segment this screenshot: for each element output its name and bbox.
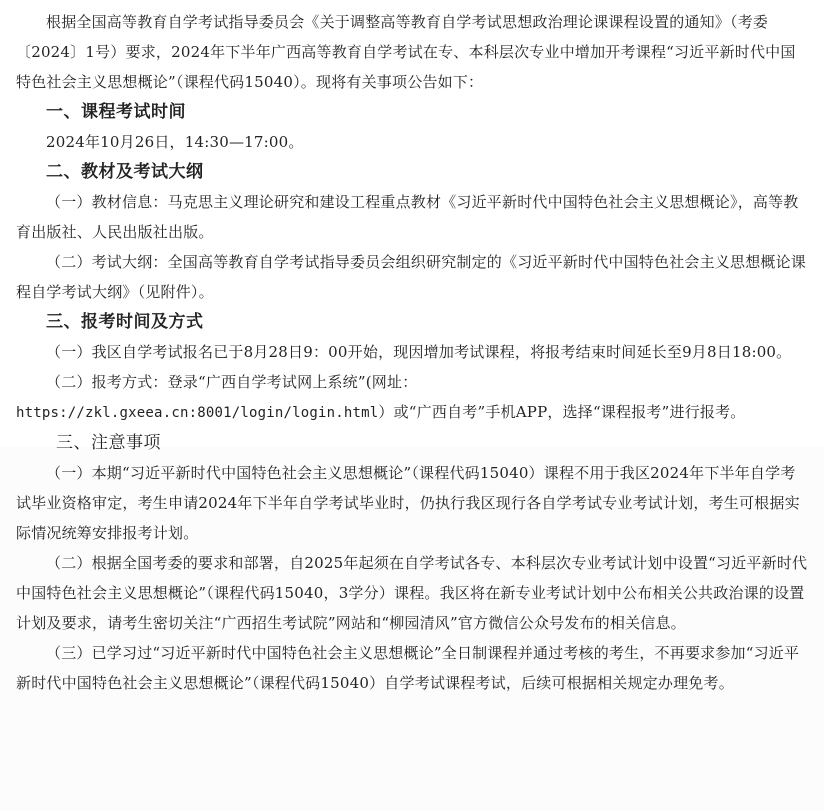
registration-url-link[interactable]: https://zkl.gxeea.cn:8001/login/login.html [16,405,379,421]
notes-item-2: （二）根据全国考委的要求和部署，自2025年起须在自学考试各专、本科层次专业考试计划中设置“习近平新时代中国特色社会主义思想概论”（课程代码15040，3学分）课程。我区将在新专业考试计划中公布相关公共政治课的设置计划及要求，请考生密切关注“广西招生考试院”网站和“柳园清风”官方微信公众号发布的相关信息。 [16,554,808,632]
registration-method-text-a: （二）报考方式：登录“广西自学考试网上系统”(网址： [46,373,418,391]
section-heading-notes: 三、注意事项 [56,433,161,453]
notes-item-1: （一）本期“习近平新时代中国特色社会主义思想概论”（课程代码15040）课程不用于我区2024年下半年自学考试毕业资格审定，考生申请2024年下半年自学考试毕业时，仍执行我区现行各自学考试专业考试计划，考生可根据实际情况统筹安排报考计划。 [16,464,800,542]
exam-outline-info: （二）考试大纲：全国高等教育自学考试指导委员会组织研究制定的《习近平新时代中国特色社会主义思想概论课程自学考试大纲》（见附件）。 [16,253,807,301]
announcement-body [16,7,808,698]
registration-period: （一）我区自学考试报名已于8月28日9：00开始，现因增加考试课程，将报考结束时间延长至9月8日18:00。 [46,343,792,361]
exam-time-text: 2024年10月26日，14:30—17:00。 [46,133,304,151]
section-heading-textbook: 二、教材及考试大纲 [46,162,204,182]
textbook-info: （一）教材信息：马克思主义理论研究和建设工程重点教材《习近平新时代中国特色社会主义思想概论》，高等教育出版社、人民出版社出版。 [16,193,799,241]
section-heading-registration: 三、报考时间及方式 [46,312,204,332]
notes-item-3: （三）已学习过“习近平新时代中国特色社会主义思想概论”全日制课程并通过考核的考生，不再要求参加“习近平新时代中国特色社会主义思想概论”（课程代码15040）自学考试课程考试，后续可根据相关规定办理免考。 [16,644,800,692]
registration-method-text-b: ）或“广西自考”手机APP，选择“课程报考”进行报考。 [378,403,746,421]
section-heading-exam-time: 一、课程考试时间 [46,102,186,122]
registration-method [16,367,808,428]
intro-paragraph: 根据全国高等教育自学考试指导委员会《关于调整高等教育自学考试思想政治理论课课程设置的通知》（考委〔2024〕1号）要求，2024年下半年广西高等教育自学考试在专、本科层次专业中增加开考课程“习近平新时代中国特色社会主义思想概论”（课程代码15040）。现将有关事项公告如下： [16,13,796,91]
